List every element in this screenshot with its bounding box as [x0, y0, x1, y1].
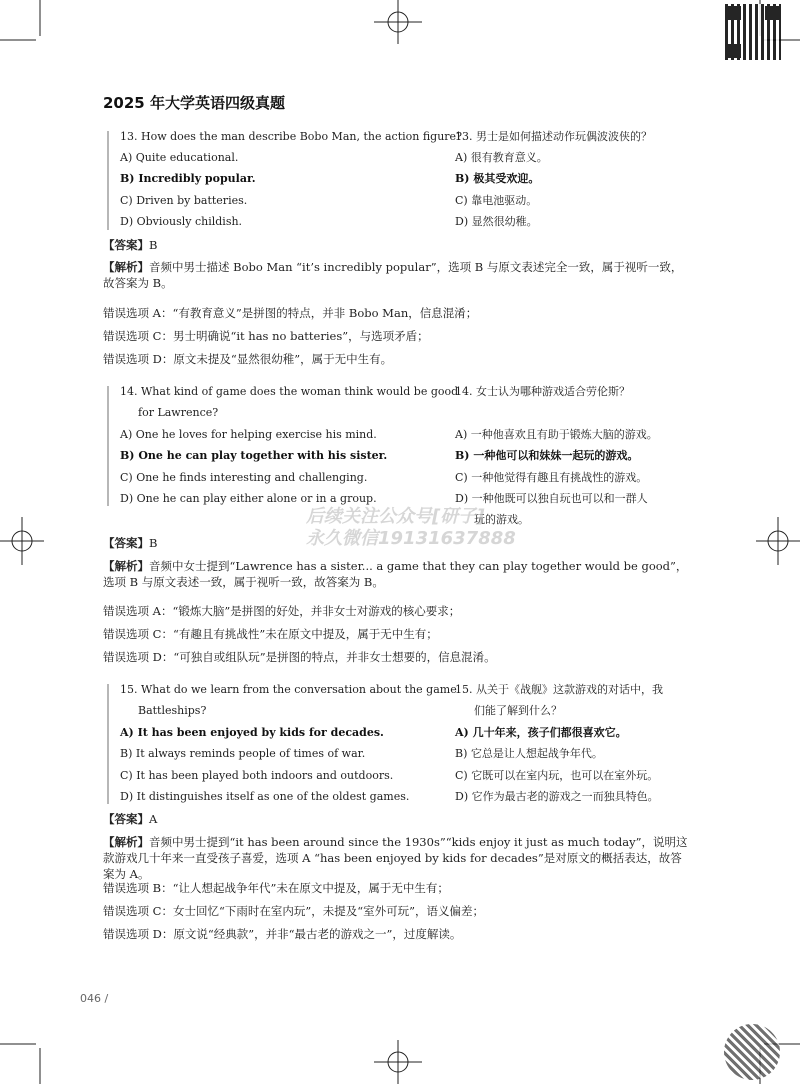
answer-value: B: [149, 536, 158, 550]
question-stem-zh: 15. 从关于《战舰》这款游戏的对话中，我: [455, 683, 663, 696]
question-stem-en: 14. What kind of game does the woman think would be good: [120, 385, 459, 398]
error-note: 错误选项 C：男士明确说“it has no batteries”，与选项矛盾；: [103, 329, 429, 343]
option-zh: D) 一种他既可以独自玩也可以和一群人: [455, 492, 648, 505]
analysis-tag: 【解析】: [103, 835, 149, 849]
answer-tag: 【答案】: [103, 238, 149, 252]
option-zh: D) 它作为最古老的游戏之一而独具特色。: [455, 790, 659, 803]
error-note: 错误选项 C：“有趣且有挑战性”未在原文中提及，属于无中生有；: [103, 627, 438, 641]
option-zh-correct: B) 一种他可以和妹妹一起玩的游戏。: [455, 449, 639, 462]
option-zh: C) 它既可以在室内玩，也可以在室外玩。: [455, 769, 659, 782]
answer-line: [103, 535, 157, 551]
option-en-correct: B) One he can play together with his sister.: [120, 449, 388, 462]
question-stem-en-cont: for Lawrence?: [138, 406, 219, 419]
answer-tag: 【答案】: [103, 536, 149, 550]
answer-line: [103, 811, 157, 827]
error-note: 错误选项 A：“有教育意义”是拼图的特点，并非 Bobo Man，信息混淆；: [103, 306, 478, 320]
analysis-text: 音频中女士提到“Lawrence has a sister... a game that they can play together would be good”，选项 B 与原文表述一致，属于视听一致，故答案为 B。: [103, 559, 688, 589]
question-bar: [107, 386, 109, 506]
option-zh: C) 一种他觉得有趣且有挑战性的游戏。: [455, 471, 648, 484]
qr-code-top: [725, 4, 781, 60]
analysis-tag: 【解析】: [103, 559, 149, 573]
analysis-tag: 【解析】: [103, 260, 149, 274]
analysis-paragraph: [103, 834, 689, 882]
analysis-text: 音频中男士描述 Bobo Man “it’s incredibly popular”，选项 B 与原文表述完全一致，属于视听一致，故答案为 B。: [103, 260, 683, 290]
option-en: C) One he finds interesting and challenging.: [120, 471, 368, 484]
qr-code-bottom: [724, 1024, 780, 1080]
watermark-line-1: 后续关注公众号[研子]: [306, 506, 485, 527]
watermark-line-2: 永久微信19131637888: [306, 528, 516, 549]
error-note: 错误选项 D：原文说“经典款”，并非“最古老的游戏之一”，过度解读。: [103, 927, 462, 941]
error-note: 错误选项 C：女士回忆“下雨时在室内玩”，未提及“室外可玩”，语义偏差；: [103, 904, 484, 918]
answer-line: [103, 237, 157, 253]
option-zh: D) 显然很幼稚。: [455, 215, 538, 228]
option-en: D) One he can play either alone or in a group.: [120, 492, 377, 505]
option-en: C) Driven by batteries.: [120, 194, 248, 207]
option-en: A) One he loves for helping exercise his mind.: [120, 428, 377, 441]
analysis-text: 音频中男士提到“it has been around since the 1930s”“kids enjoy it just as much today”，说明这款游戏几十年来一直受孩子喜爱，选项 A “has been enjoyed by kids for decades”是对原文的概括表达，故答案为 A。: [103, 835, 688, 881]
option-en-correct: B) Incredibly popular.: [120, 172, 256, 185]
option-en: D) It distinguishes itself as one of the oldest games.: [120, 790, 410, 803]
question-stem-zh-cont: 们能了解到什么？: [474, 704, 562, 717]
question-stem-en-cont: Battleships?: [138, 704, 207, 717]
option-zh: A) 很有教育意义。: [455, 151, 548, 164]
question-bar: [107, 131, 109, 230]
option-en: D) Obviously childish.: [120, 215, 243, 228]
question-stem-en: 15. What do we learn from the conversation about the game: [120, 683, 457, 696]
option-zh-correct: A) 几十年来，孩子们都很喜欢它。: [455, 726, 627, 739]
page-title: 2025 年大学英语四级真题: [103, 94, 285, 112]
option-zh: A) 一种他喜欢且有助于锻炼大脑的游戏。: [455, 428, 658, 441]
error-note: 错误选项 A：“锻炼大脑”是拼图的好处，并非女士对游戏的核心要求；: [103, 604, 461, 618]
question-stem-en: 13. How does the man describe Bobo Man, the action figure?: [120, 130, 462, 143]
error-note: 错误选项 D：原文未提及“显然很幼稚”，属于无中生有。: [103, 352, 393, 366]
answer-value: A: [149, 812, 158, 826]
question-stem-zh: 14. 女士认为哪种游戏适合劳伦斯？: [455, 385, 630, 398]
option-en: C) It has been played both indoors and outdoors.: [120, 769, 394, 782]
option-en: A) Quite educational.: [120, 151, 239, 164]
analysis-paragraph: [103, 558, 689, 590]
analysis-paragraph: [103, 259, 689, 291]
answer-tag: 【答案】: [103, 812, 149, 826]
error-note: 错误选项 D：“可独自或组队玩”是拼图的特点，并非女士想要的，信息混淆。: [103, 650, 496, 664]
option-en-correct: A) It has been enjoyed by kids for decades.: [120, 726, 384, 739]
page-number: 046 /: [80, 992, 109, 1005]
error-note: 错误选项 B：“让人想起战争年代”未在原文中提及，属于无中生有；: [103, 881, 449, 895]
option-zh: B) 它总是让人想起战争年代。: [455, 747, 603, 760]
answer-value: B: [149, 238, 158, 252]
option-zh-cont: 玩的游戏。: [474, 513, 529, 526]
question-stem-zh: 13. 男士是如何描述动作玩偶波波侠的？: [455, 130, 652, 143]
option-zh: C) 靠电池驱动。: [455, 194, 538, 207]
option-en: B) It always reminds people of times of war.: [120, 747, 366, 760]
question-bar: [107, 684, 109, 804]
option-zh-correct: B) 极其受欢迎。: [455, 172, 540, 185]
